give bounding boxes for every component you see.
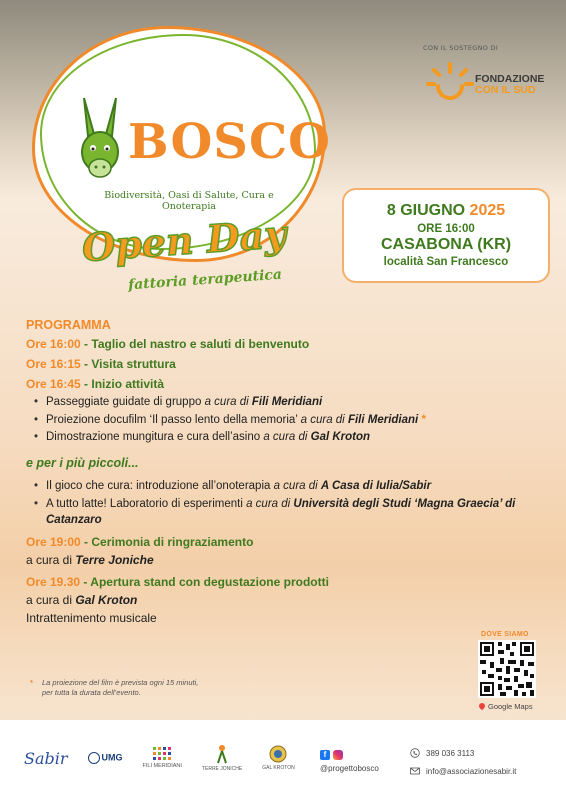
slot-text: - Visita struttura <box>84 357 176 371</box>
slot-text: - Cerimonia di ringraziamento <box>84 535 254 550</box>
seal-icon <box>269 745 287 763</box>
event-info-box <box>342 188 550 283</box>
donkey-icon <box>70 94 130 190</box>
sponsor-name-line2: CON IL SUD <box>475 84 536 97</box>
activity-cura: a cura di <box>246 497 294 510</box>
social-handle[interactable]: @progettobosco <box>320 764 379 773</box>
email-row <box>410 766 516 776</box>
phone-number[interactable]: 389 036 3113 <box>426 748 475 758</box>
logo-subtitle: Biodiversità, Oasi di Salute, Cura e Onoterapia <box>104 190 274 212</box>
activity-cura: a cura di <box>263 431 311 444</box>
list-item <box>26 496 546 529</box>
map-label: DOVE SIAMO <box>481 631 529 638</box>
program-title: PROGRAMMA <box>26 318 111 332</box>
activities-list <box>26 394 546 446</box>
slot-text: - Apertura stand con degustazione prodotti <box>83 575 329 590</box>
activity-cura: a cura di <box>300 413 348 426</box>
slot-cura: a cura di <box>26 553 76 568</box>
activity-text: Passeggiate guidate di gruppo <box>46 396 205 408</box>
activity-text: Dimostrazione mungitura e cura dell’asino <box>46 431 264 444</box>
footnote-line2: per tutta la durata dell’evento. <box>42 687 141 697</box>
program-slot <box>26 377 546 391</box>
footnote-mark: * <box>421 413 426 426</box>
email-address[interactable]: info@associazionesabir.it <box>426 766 517 776</box>
gal-kroton-logo <box>262 745 295 771</box>
event-date <box>344 202 548 220</box>
grid-icon <box>153 747 171 761</box>
event-year: 2025 <box>469 202 506 219</box>
activity-organizer: Gal Kroton <box>310 431 371 444</box>
activity-organizer: A Casa di Iulia/Sabir <box>320 480 432 493</box>
slot-time: Ore 16:15 <box>26 357 81 371</box>
slot-cura-line <box>26 593 546 607</box>
globe-icon <box>88 752 100 764</box>
program-slot <box>26 535 546 549</box>
kids-list <box>26 478 546 529</box>
slot-time: Ore 16:00 <box>26 337 81 351</box>
event-location: località San Francesco <box>383 256 509 268</box>
phone-row <box>410 748 516 758</box>
kids-title: e per i più piccoli... <box>26 456 139 471</box>
open-day-title: Open Day <box>80 210 288 271</box>
slot-text: - Inizio attività <box>84 377 165 391</box>
activity-organizer: Fili Meridiani <box>251 396 323 408</box>
program-section <box>26 318 546 629</box>
activity-text: Proiezione docufilm ‘Il passo lento della memoria’ <box>46 413 301 426</box>
activity-text: Il gioco che cura: introduzione all’onoterapia <box>46 480 274 493</box>
footnote-mark: * <box>30 678 33 687</box>
slot-cura-line <box>26 553 546 567</box>
terre-text: TERRE JONICHE <box>201 766 243 772</box>
facebook-icon[interactable]: f <box>320 750 330 760</box>
sponsor-label: CON IL SOSTEGNO DI <box>423 44 499 52</box>
event-day: 8 GIUGNO <box>386 202 466 219</box>
slot-time: Ore 19.30 <box>26 575 81 590</box>
slot-organizer: Gal Kroton <box>75 593 138 608</box>
slot-time: Ore 19:00 <box>26 535 81 550</box>
partner-logos <box>24 744 295 772</box>
umg-text: UMG <box>101 752 123 763</box>
activity-organizer: Fili Meridiani <box>347 413 419 426</box>
slot-organizer: Terre Joniche <box>75 553 154 568</box>
program-slot <box>26 357 546 371</box>
activity-cura: a cura di <box>204 396 252 408</box>
sponsor-name-line1: FONDAZIONE <box>475 73 545 85</box>
sun-logo-icon <box>426 58 474 106</box>
music-line: Intrattenimento musicale <box>26 611 157 626</box>
program-slot <box>26 575 546 589</box>
activity-cura: a cura di <box>273 480 321 493</box>
figure-icon <box>215 744 229 764</box>
list-item <box>26 394 546 411</box>
footnote <box>30 678 198 698</box>
list-item <box>26 429 546 446</box>
slot-cura: a cura di <box>26 593 76 608</box>
sponsor-name <box>475 74 544 96</box>
event-time: ORE 16:00 <box>417 223 475 235</box>
fili-text: FILI MERIDIANI <box>142 763 182 769</box>
activity-text: A tutto latte! Laboratorio di esperimenti <box>46 497 247 510</box>
google-maps-link[interactable] <box>479 702 533 711</box>
social-links <box>320 750 379 773</box>
gal-text: GAL KROTON <box>262 765 295 771</box>
phone-icon <box>410 748 420 758</box>
event-city: CASABONA (KR) <box>380 236 512 253</box>
instagram-icon[interactable] <box>333 750 343 760</box>
list-item <box>26 478 546 495</box>
activity-organizer: Università degli Studi ‘Magna Graecia’ di Catanzaro <box>46 497 516 527</box>
map-provider: Google Maps <box>488 702 533 711</box>
logo-tagline: fattoria terapeutica <box>127 266 283 294</box>
slot-time: Ore 16:45 <box>26 377 81 391</box>
qr-code-icon[interactable] <box>478 640 536 698</box>
sabir-logo: Sabir <box>24 748 68 768</box>
list-item <box>26 412 546 429</box>
terre-joniche-logo <box>202 744 242 772</box>
umg-logo <box>88 752 123 764</box>
footnote-line1: La proiezione del film è prevista ogni 15 minuti, <box>42 678 199 687</box>
slot-text: - Taglio del nastro e saluti di benvenuto <box>84 337 310 351</box>
program-slot <box>26 337 546 351</box>
logo-title: BOSCO <box>128 114 331 170</box>
map-pin-icon <box>478 702 486 710</box>
mail-icon <box>410 766 420 776</box>
contact-info <box>410 748 516 784</box>
fili-meridiani-logo <box>143 747 182 769</box>
